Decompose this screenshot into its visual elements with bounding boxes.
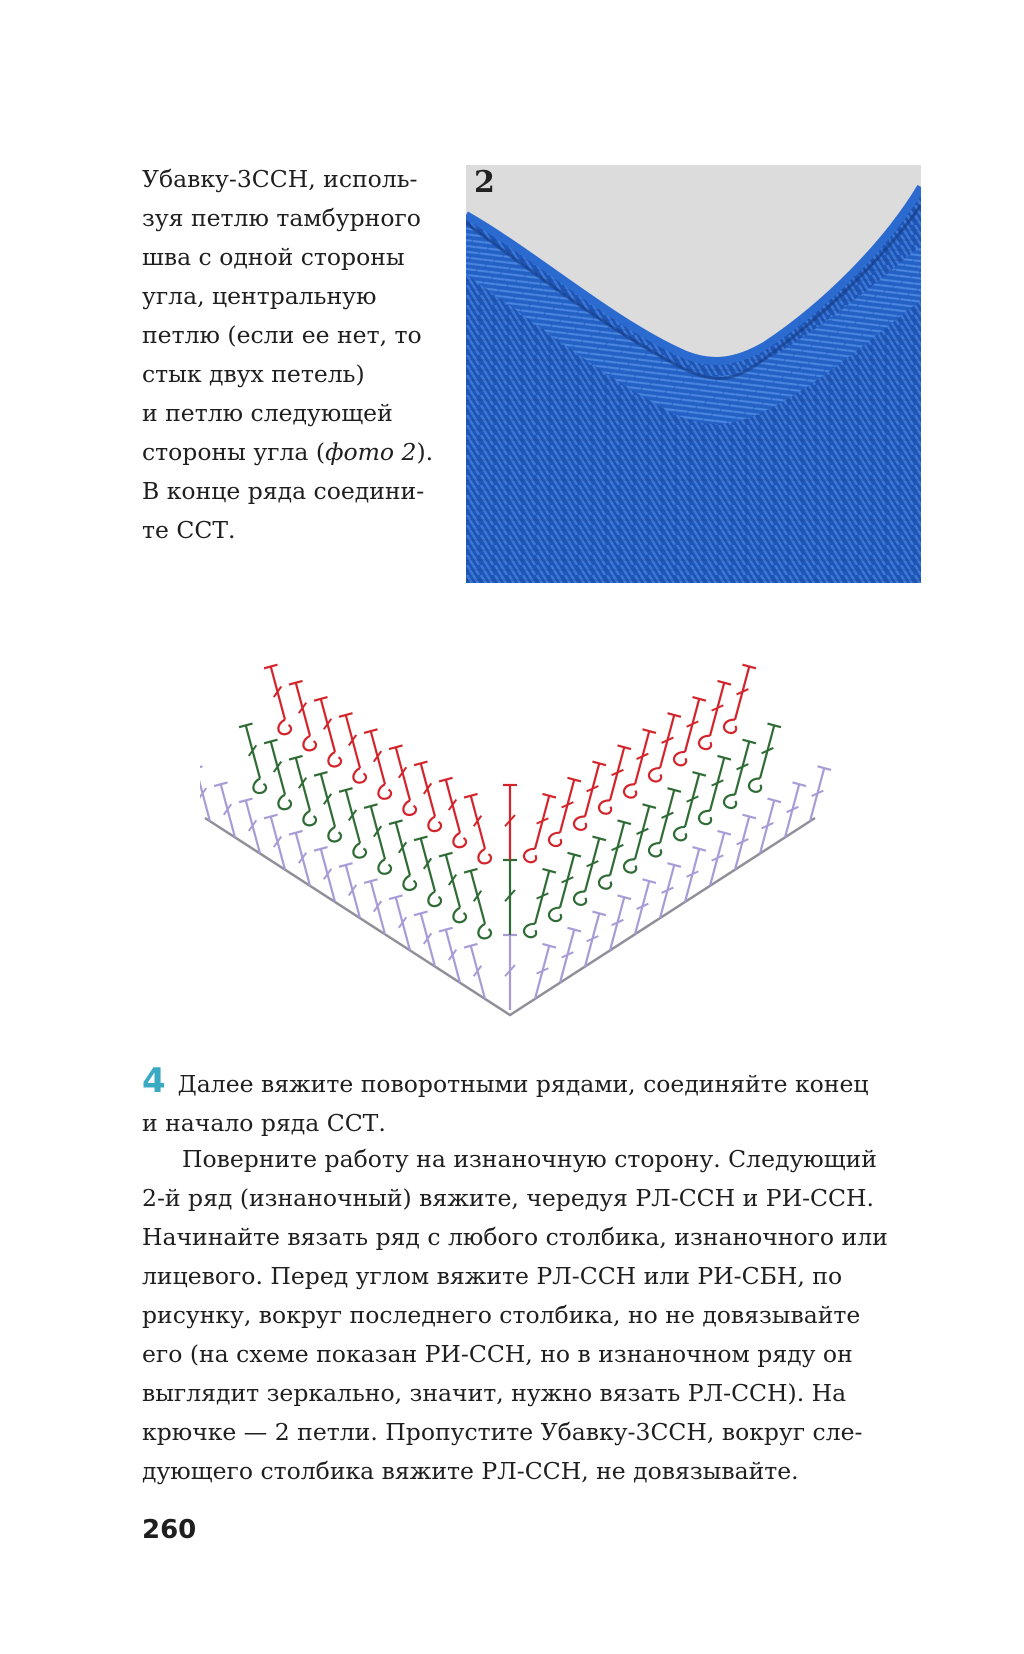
lavender-stitch: [678, 847, 706, 904]
photo-reference-close: ).: [416, 438, 434, 466]
crochet-chart-svg: [200, 615, 860, 1030]
body-line: 2-й ряд (изнаночный) вяжите, чередуя РЛ-ССН и РИ-ССН.: [142, 1184, 874, 1212]
green-stitch: [503, 860, 517, 935]
lavender-stitch: [603, 895, 631, 952]
green-stitch: [462, 869, 495, 940]
body-line: крючке — 2 петли. Пропустите Убавку-3ССН, вокруг сле-: [142, 1418, 863, 1446]
intro-line: и петлю следующей: [142, 399, 393, 427]
lavender-stitch: [464, 944, 492, 1001]
photo-number: 2: [474, 165, 495, 200]
red-stitch: [262, 665, 295, 736]
intro-paragraph: [142, 160, 442, 550]
knitted-neckline-image: [466, 165, 921, 583]
green-stitch: [673, 772, 706, 843]
green-stitch: [287, 756, 320, 827]
lavender-stitch: [778, 782, 806, 839]
page-number: 260: [142, 1515, 197, 1545]
red-stitch: [387, 745, 420, 816]
lavender-stitch: [364, 879, 392, 936]
green-stitch: [623, 804, 656, 875]
body-line: рисунку, вокруг последнего столбика, но не довязывайте: [142, 1301, 861, 1329]
lavender-stitch: [528, 944, 556, 1001]
body-line: Поверните работу на изнаночную сторону. Следующий: [182, 1145, 877, 1173]
red-stitch: [623, 729, 656, 800]
lavender-stitch: [653, 863, 681, 920]
body-line: дующего столбика вяжите РЛ-ССН, не довязывайте.: [142, 1457, 799, 1485]
red-stitch: [548, 777, 581, 848]
intro-line: зуя петлю тамбурного: [142, 204, 421, 232]
red-stitch: [362, 729, 395, 800]
knitted-neckline-photo: [466, 165, 921, 583]
body-line: Начинайте вязать ряд с любого столбика, изнаночного или: [142, 1223, 888, 1251]
red-stitch: [698, 680, 731, 751]
lavender-stitch: [239, 799, 267, 856]
lavender-stitch: [553, 928, 581, 985]
green-stitch: [312, 772, 345, 843]
intro-line: угла, центральную: [142, 282, 377, 310]
red-stitch: [287, 681, 320, 752]
intro-line: [142, 433, 442, 472]
green-stitch: [598, 820, 631, 891]
body-line: лицевого. Перед углом вяжите РЛ-ССН или РИ-СБН, по: [142, 1262, 843, 1290]
lavender-stitch: [389, 895, 417, 952]
lavender-stitch: [214, 782, 242, 839]
green-stitch: [412, 837, 445, 908]
red-stitch: [337, 713, 370, 784]
intro-line-text: стороны угла (: [142, 438, 326, 466]
step-text-continued: и начало ряда ССТ.: [142, 1109, 386, 1137]
lavender-stitch: [289, 831, 317, 888]
green-stitch: [362, 804, 395, 875]
intro-line: те ССТ.: [142, 516, 236, 544]
body-line: его (на схеме показан РИ-ССН, но в изнаночном ряду он: [142, 1340, 853, 1368]
red-stitch: [312, 697, 345, 768]
red-stitch: [723, 664, 756, 735]
lavender-stitch: [264, 815, 292, 872]
red-stitch: [598, 745, 631, 816]
intro-line: шва с одной стороны: [142, 243, 405, 271]
green-stitch: [523, 868, 556, 939]
lavender-stitch: [314, 847, 342, 904]
lavender-stitch: [578, 912, 606, 969]
green-stitch: [437, 853, 470, 924]
step-number: 4: [142, 1061, 166, 1101]
lavender-stitch: [200, 766, 217, 823]
body-paragraph: [142, 1140, 932, 1491]
red-stitch: [523, 793, 556, 864]
lavender-stitch: [728, 815, 756, 872]
lavender-stitch: [339, 863, 367, 920]
photo-reference: фото 2: [325, 438, 417, 466]
green-stitch: [262, 740, 295, 811]
green-stitch: [648, 788, 681, 859]
red-stitch: [412, 762, 445, 833]
lavender-stitch: [628, 879, 656, 936]
green-stitch: [573, 836, 606, 907]
step-text: Далее вяжите поворотными рядами, соединяйте конец: [177, 1070, 869, 1098]
red-stitch: [573, 761, 606, 832]
green-stitch: [723, 739, 756, 810]
step-4: [142, 1062, 922, 1143]
green-stitch: [748, 723, 781, 794]
body-line: выглядит зеркально, значит, нужно вязать РЛ-ССН). На: [142, 1379, 847, 1407]
red-stitch: [503, 785, 517, 860]
intro-line: Убавку-3ССН, исполь-: [142, 165, 418, 193]
lavender-stitch: [439, 928, 467, 985]
intro-line: В конце ряда соедини-: [142, 477, 425, 505]
lavender-stitch: [414, 912, 442, 969]
green-stitch: [387, 820, 420, 891]
lavender-stitch: [753, 799, 781, 856]
lavender-stitch: [803, 766, 831, 823]
red-stitch: [462, 794, 495, 865]
red-stitch: [648, 713, 681, 784]
green-stitch: [548, 852, 581, 923]
red-stitch: [437, 778, 470, 849]
green-stitch: [698, 755, 731, 826]
lavender-stitch: [703, 831, 731, 888]
red-stitch: [673, 697, 706, 768]
green-stitch: [237, 724, 270, 795]
intro-line: стык двух петель): [142, 360, 365, 388]
intro-line: петлю (если ее нет, то: [142, 321, 422, 349]
crochet-chart: [200, 615, 860, 1030]
lavender-stitch: [503, 935, 517, 1010]
green-stitch: [337, 788, 370, 859]
